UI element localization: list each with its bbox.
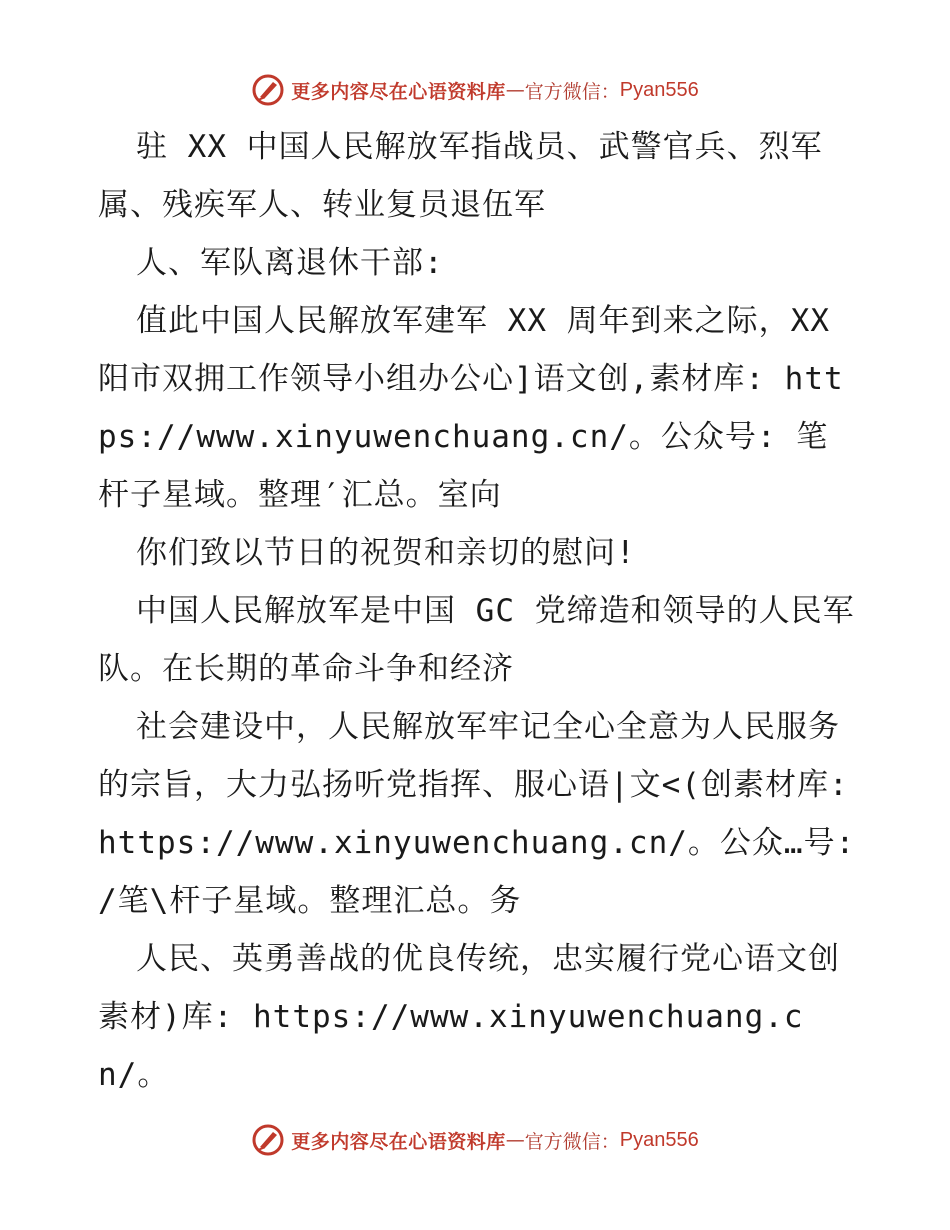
header-wechat-label: 官方微信： — [524, 80, 620, 103]
footer-wechat-label: 官方微信： — [524, 1130, 620, 1153]
paragraph-5: 中国人民解放军是中国 GC 党缔造和领导的人民军队。在长期的革命斗争和经济 — [98, 593, 855, 687]
paragraph-1: 驻 XX 中国人民解放军指战员、武警官兵、烈军属、残疾军人、转业复员退伍军 — [98, 129, 823, 223]
quill-logo-icon — [251, 73, 285, 107]
paragraph-2: 人、军队离退休干部: — [136, 245, 444, 281]
header-wechat-id: Pyan556 — [619, 78, 699, 101]
paragraph-4: 你们致以节日的祝贺和亲切的慰问! — [136, 535, 636, 571]
paragraph-6: 社会建设中，人民解放军牢记全心全意为人民服务的宗旨，大力弘扬听党指挥、服心语|文<(创素材库: https://www.xinyuwenchuang.cn/。公众…号: /笔\杆子星域。整理汇总。务 — [98, 709, 856, 919]
header-watermark — [0, 70, 950, 110]
paragraph-3: 值此中国人民解放军建军 XX 周年到来之际，XX 阳市双拥工作领导小组办公心]语文创,素材库: https://www.xinyuwenchuang.cn/。公众号: 笔杆子星域。整理′汇总。室向 — [98, 303, 844, 513]
footer-dash: — — [505, 1129, 525, 1151]
paragraph-7: 人民、英勇善战的优良传统，忠实履行党心语文创素材)库: https://www.xinyuwenchuang.cn/。 — [98, 941, 840, 1093]
document-body — [98, 118, 858, 1104]
header-dash: — — [505, 79, 525, 101]
footer-wechat-id: Pyan556 — [619, 1128, 699, 1151]
quill-logo-icon — [251, 1123, 285, 1157]
header-slogan: 更多内容尽在心语资料库 — [291, 80, 506, 103]
footer-watermark — [0, 1120, 950, 1160]
footer-slogan: 更多内容尽在心语资料库 — [291, 1130, 506, 1153]
